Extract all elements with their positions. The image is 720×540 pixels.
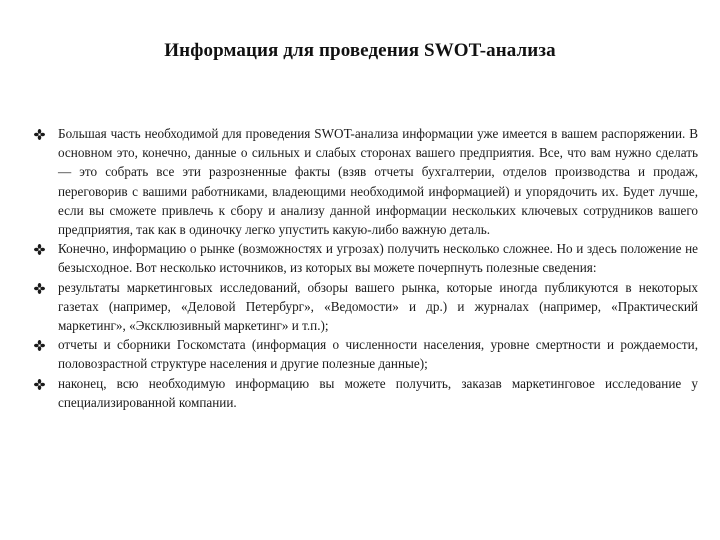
diamond-bullet-icon — [34, 129, 45, 140]
diamond-bullet-icon — [34, 283, 45, 294]
bullet-item — [32, 278, 698, 336]
bullet-item — [32, 239, 698, 277]
bullet-text: Большая часть необходимой для проведения SWOT-анализа информации уже имеется в вашем распоряжении. В основном это, конечно, данные о сильных и слабых сторонах вашего предприятия. Все, что вам нужно сделать — это собрать все эти разрозненные факты (взяв отчеты бухгалтерии, отделов производства и продаж, переговорив с вашими работниками, владеющими необходимой информацией) и упорядочить их. Будет лучше, если вы сможете привлечь к сбору и анализу данной информации нескольких ключевых сотрудников вашего предприятия, так как в одиночку легко упустить какую-либо важную деталь. — [58, 126, 698, 238]
bullet-item — [32, 374, 698, 412]
slide-title: Информация для проведения SWOT-анализа — [164, 40, 556, 61]
diamond-bullet-icon — [34, 379, 45, 390]
bullet-text: отчеты и сборники Госкомстата (информация о численности населения, уровне смертности и рождаемости, половозрастной структуре населения и другие полезные данные); — [58, 337, 698, 372]
diamond-bullet-icon — [34, 340, 45, 351]
diamond-bullet-icon — [34, 244, 45, 255]
bullet-item — [32, 124, 698, 239]
bullet-text: результаты маркетинговых исследований, обзоры вашего рынка, которые иногда публикуются в некоторых газетах (например, «Деловой Петербург», «Ведомости» и др.) и журналах (например, «Практический маркетинг», «Эксклюзивный маркетинг» и т.п.); — [58, 279, 698, 334]
bullet-text: наконец, всю необходимую информацию вы можете получить, заказав маркетинговое исследование у специализированной компании. — [58, 375, 698, 410]
bullet-text: Конечно, информацию о рынке (возможностях и угрозах) получить несколько сложнее. Но и здесь положение не безысходное. Вот несколько источников, из которых вы можете почерпнуть полезные сведения: — [58, 241, 698, 276]
bullet-list — [32, 124, 698, 412]
bullet-item — [32, 335, 698, 373]
